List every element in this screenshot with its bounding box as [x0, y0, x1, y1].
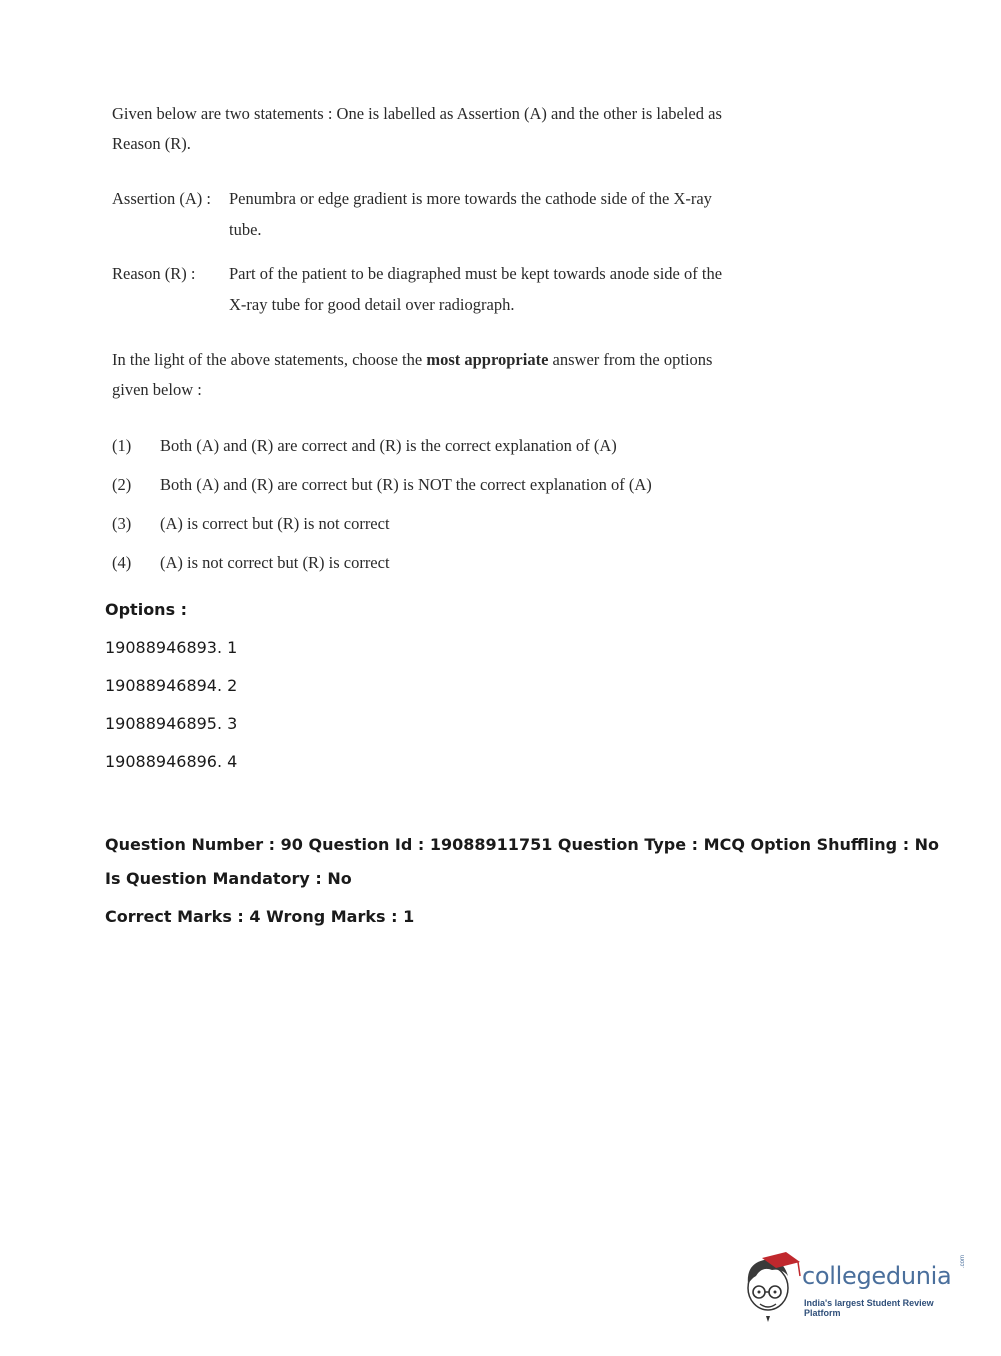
reason-line-2: X-ray tube for good detail over radiograph.: [229, 295, 515, 314]
instruction-part-1: In the light of the above statements, choose the: [112, 350, 423, 369]
choice-num: (3): [112, 514, 132, 533]
choice-text: (A) is correct but (R) is not correct: [160, 514, 390, 533]
logo-tagline: India's largest Student Review Platform: [804, 1298, 934, 1318]
question-meta-line-3: Correct Marks : 4 Wrong Marks : 1: [105, 907, 415, 926]
reason-label: Reason (R) :: [112, 264, 196, 283]
logo-brand: collegedunia: [802, 1262, 952, 1290]
choice-num: (2): [112, 475, 132, 494]
logo-suffix: .com: [960, 1254, 966, 1268]
mascot-icon: [742, 1250, 804, 1322]
question-meta-line-1: Question Number : 90 Question Id : 19088911751 Question Type : MCQ Option Shuffling : No: [105, 835, 940, 854]
option-item: 19088946896. 4: [105, 752, 238, 771]
intro-line-2: Reason (R).: [112, 134, 191, 153]
choice-num: (4): [112, 553, 132, 572]
collegedunia-logo: [742, 1250, 972, 1322]
instruction-part-2: answer from the options: [552, 350, 713, 369]
instruction-line-1: [112, 350, 712, 370]
option-item: 19088946894. 2: [105, 676, 238, 695]
choice-text: Both (A) and (R) are correct but (R) is NOT the correct explanation of (A): [160, 475, 652, 494]
question-meta-line-2: Is Question Mandatory : No: [105, 869, 352, 888]
intro-line-1: Given below are two statements : One is labelled as Assertion (A) and the other is labeled as: [112, 104, 722, 123]
option-item: 19088946893. 1: [105, 638, 238, 657]
choice-text: (A) is not correct but (R) is correct: [160, 553, 390, 572]
instruction-bold: most appropriate: [426, 350, 549, 369]
choice-text: Both (A) and (R) are correct and (R) is the correct explanation of (A): [160, 436, 617, 455]
assertion-line-2: tube.: [229, 220, 262, 239]
choice-num: (1): [112, 436, 132, 455]
option-item: 19088946895. 3: [105, 714, 238, 733]
assertion-label: Assertion (A) :: [112, 189, 211, 208]
assertion-line-1: Penumbra or edge gradient is more towards the cathode side of the X-ray: [229, 189, 712, 208]
instruction-line-2: given below :: [112, 380, 202, 399]
options-heading: Options :: [105, 600, 188, 619]
reason-line-1: Part of the patient to be diagraphed must be kept towards anode side of the: [229, 264, 723, 283]
